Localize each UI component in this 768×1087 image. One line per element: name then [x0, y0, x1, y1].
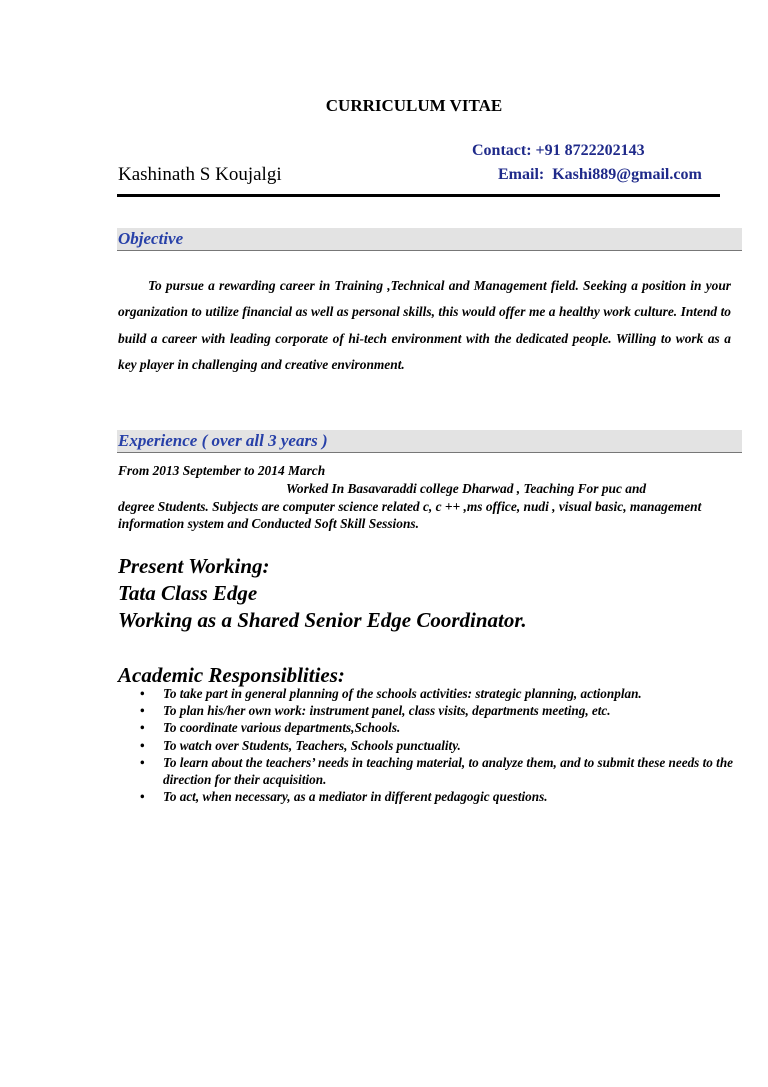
list-item	[118, 719, 738, 736]
objective-heading: Objective	[118, 229, 184, 248]
contact-phone: Contact: +91 8722202143	[472, 142, 645, 159]
bullet-icon: •	[140, 720, 145, 736]
list-item-text: To learn about the teachers’ needs in teaching material, to analyze them, and to submit these needs to the direction for their acquisition.	[163, 754, 734, 788]
list-item-text: To watch over Students, Teachers, Schools punctuality.	[163, 737, 461, 753]
list-item	[118, 702, 738, 719]
list-item	[118, 685, 738, 702]
present-working-heading: Present Working:	[118, 554, 270, 578]
bullet-icon: •	[140, 703, 145, 719]
bullet-icon: •	[140, 737, 145, 753]
experience-role: Worked In Basavaraddi college Dharwad , Teaching For puc and	[286, 481, 647, 496]
candidate-name: Kashinath S Koujalgi	[118, 164, 282, 185]
experience-details: degree Students. Subjects are computer science related c, c ++ ,ms office, nudi , visual basic, management information system and Conducted Soft Skill Sessions.	[118, 499, 702, 532]
list-item-text: To take part in general planning of the schools activities: strategic planning, actionplan.	[163, 686, 642, 701]
experience-period: From 2013 September to 2014 March	[118, 463, 326, 478]
experience-heading: Experience ( over all 3 years )	[118, 431, 328, 450]
present-company: Tata Class Edge	[118, 581, 258, 605]
list-item-text: To plan his/her own work: instrument panel, class visits, departments meeting, etc.	[163, 703, 611, 719]
list-item	[118, 737, 738, 754]
header-divider	[117, 194, 720, 197]
bullet-icon: •	[140, 789, 145, 805]
objective-section-bar	[117, 228, 742, 251]
list-item-text: To coordinate various departments,Schools.	[163, 720, 401, 736]
list-item-text: To act, when necessary, as a mediator in different pedagogic questions.	[163, 789, 548, 805]
present-role: Working as a Shared Senior Edge Coordinator.	[118, 608, 527, 632]
list-item	[118, 754, 738, 788]
contact-email: Email: Kashi889@gmail.com	[498, 166, 702, 183]
objective-text: To pursue a rewarding career in Training ,Technical and Management field. Seeking a position in your organization to utilize financial as well as personal skills, this would offer me a healthy work culture. Intend to build a career with leading corporate of hi-tech environment with the dedicated people. Willing to work as a key player in challenging and creative environment.	[118, 278, 731, 372]
bullet-icon: •	[140, 686, 145, 701]
bullet-icon: •	[140, 754, 145, 770]
academic-responsibilities-list	[118, 685, 738, 805]
academic-heading: Academic Responsiblities:	[118, 663, 345, 687]
document-title: CURRICULUM VITAE	[325, 96, 503, 115]
list-item	[118, 788, 738, 805]
